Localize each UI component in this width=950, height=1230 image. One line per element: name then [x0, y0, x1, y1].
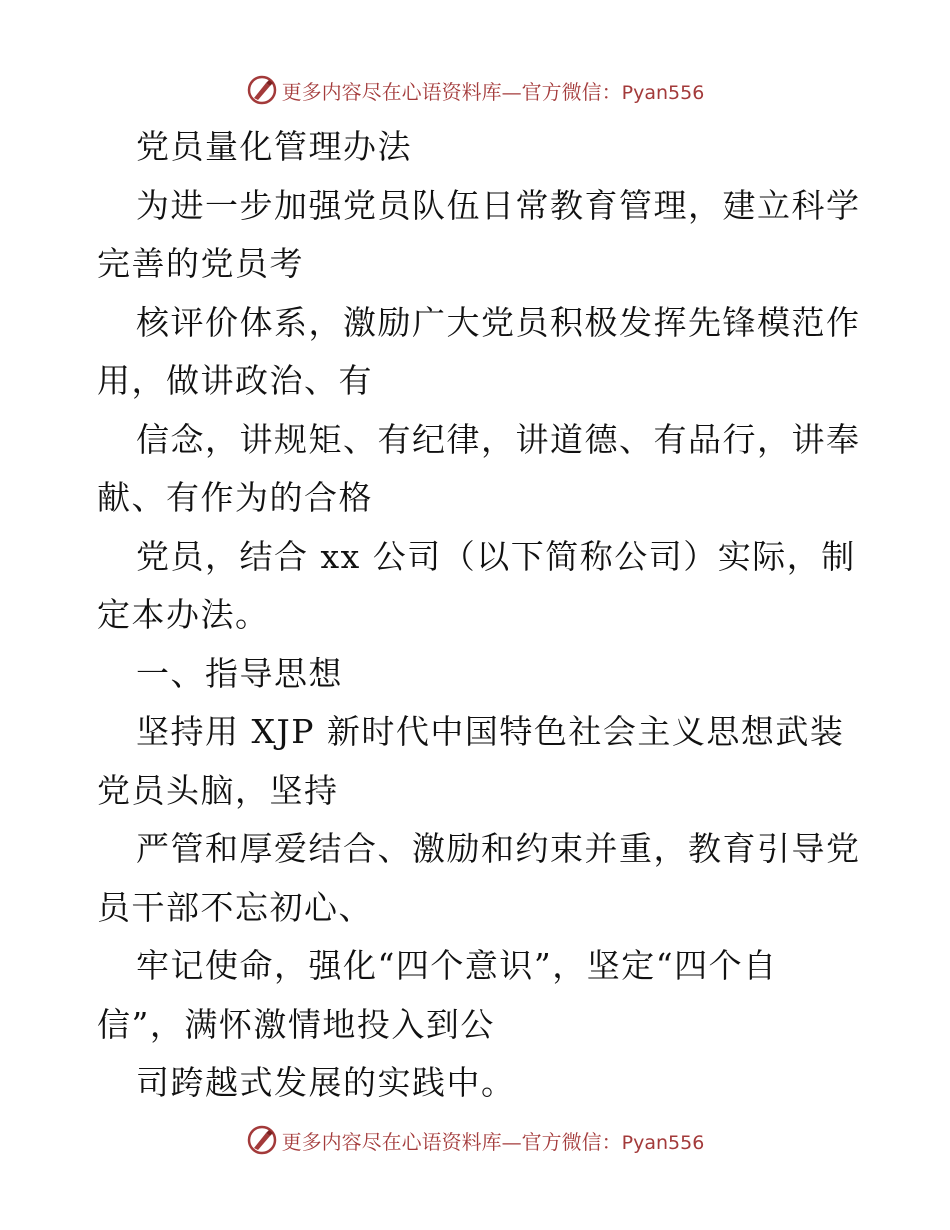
paragraph-line: 用，做讲政治、有: [97, 361, 373, 400]
header-watermark: [0, 70, 950, 110]
paragraph-line: 信”，满怀激情地投入到公: [97, 1004, 495, 1044]
paragraph-line: 完善的党员考: [97, 244, 304, 283]
watermark-brand: 更多内容尽在心语资料库: [281, 79, 502, 104]
paragraph-line: 党员，结合 xx 公司（以下简称公司）实际，制: [136, 536, 856, 576]
paragraph-line: 员干部不忘初心、: [97, 887, 373, 927]
paragraph-line: 为进一步加强党员队伍日常教育管理，建立科学: [136, 185, 861, 225]
paragraph-line: 献、有作为的合格: [97, 478, 373, 517]
paragraph-line: 信念，讲规矩、有纪律，讲道德、有品行，讲奉: [136, 419, 861, 459]
watermark-separator: —: [501, 1129, 522, 1154]
watermark-account: Pyan556: [621, 81, 705, 104]
paragraph-line: 严管和厚爱结合、激励和约束并重，教育引导党: [136, 829, 861, 868]
watermark-text: [282, 76, 705, 105]
footer-watermark: [0, 1120, 950, 1160]
paragraph-line: 核评价体系，激励广大党员积极发挥先锋模范作: [136, 302, 861, 342]
section-heading: 一、指导思想: [136, 653, 343, 693]
watermark-brand: 更多内容尽在心语资料库: [281, 1129, 502, 1154]
pen-logo-icon: [246, 74, 278, 106]
paragraph-line: 坚持用 XJP 新时代中国特色社会主义思想武装: [136, 712, 845, 751]
paragraph-line: 党员头脑，坚持: [97, 770, 339, 810]
paragraph-line: 牢记使命，强化“四个意识”，坚定“四个自: [136, 946, 778, 985]
paragraph-line: 司跨越式发展的实践中。: [136, 1063, 516, 1102]
pen-logo-icon: [246, 1124, 278, 1156]
watermark-text: [282, 1126, 705, 1155]
watermark-separator: —: [501, 79, 522, 104]
watermark-label: 官方微信：: [521, 1129, 622, 1154]
document-title: 党员量化管理办法: [136, 127, 412, 166]
paragraph-line: 定本办法。: [97, 595, 270, 634]
watermark-account: Pyan556: [621, 1131, 705, 1154]
watermark-label: 官方微信：: [521, 79, 622, 104]
document-body: [97, 118, 861, 1113]
